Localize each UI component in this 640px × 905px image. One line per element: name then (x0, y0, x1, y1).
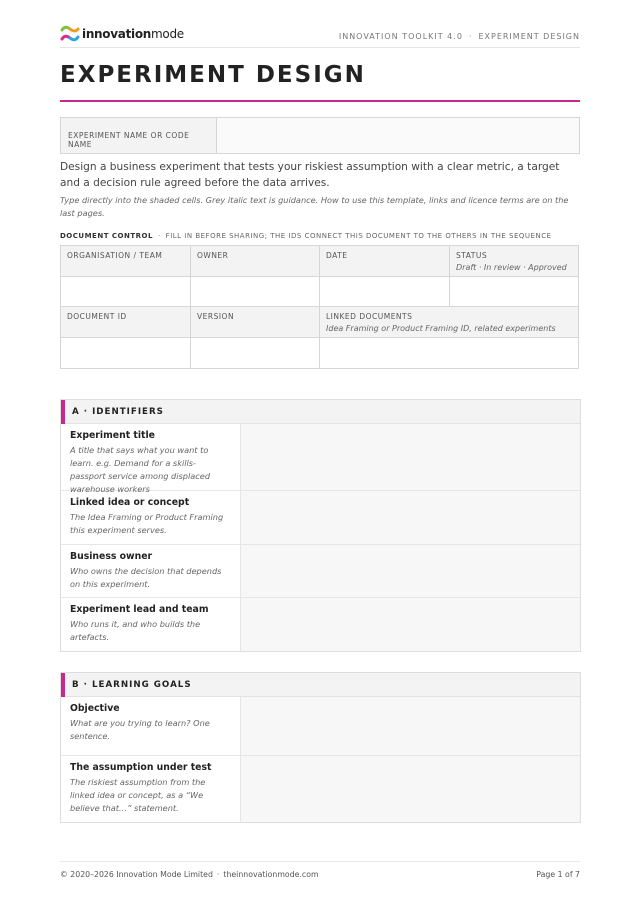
form-row (61, 756, 580, 822)
logo-icon (60, 24, 80, 44)
footer-separator: · (216, 870, 220, 879)
header-breadcrumb (339, 32, 580, 41)
logo-bold: innovation (82, 27, 152, 41)
dc-status-field[interactable] (450, 277, 578, 307)
section-learning-goals (60, 672, 581, 823)
form-row (61, 424, 580, 494)
form-row (61, 491, 580, 545)
section-header (61, 673, 580, 697)
footer-site[interactable]: theinnovationmode.com (223, 870, 319, 879)
dc-header-row-1 (61, 246, 578, 277)
guidance-text: Type directly into the shaded cells. Grey italic text is guidance. How to use this template, links and licence terms are on the last pages. (60, 195, 569, 218)
document-control-label (60, 232, 552, 240)
form-row (61, 598, 580, 651)
dc-owner-label: OWNER (197, 251, 229, 260)
experiment-lead-field[interactable] (241, 598, 580, 651)
dc-status-label: STATUS (456, 251, 488, 260)
dc-version-field[interactable] (191, 338, 320, 368)
dc-status-hint: Draft · In review · Approved (456, 263, 567, 272)
row-hint: What are you trying to learn? One sentence. (70, 718, 210, 741)
row-hint: The Idea Framing or Product Framing this experiment serves. (70, 512, 224, 535)
brand-logo (60, 24, 184, 44)
form-row (61, 545, 580, 598)
dc-org-header (61, 246, 191, 277)
page-footer (60, 861, 580, 885)
row-label (61, 424, 241, 494)
dc-date-header (320, 246, 450, 277)
dc-org-label: ORGANISATION / TEAM (67, 251, 163, 260)
row-label (61, 756, 241, 822)
logo-wordmark (82, 27, 184, 41)
document-control-separator: · (157, 232, 161, 240)
dc-linked-field[interactable] (320, 338, 578, 368)
row-hint: Who runs it, and who builds the artefacts. (70, 619, 201, 642)
dc-date-label: DATE (326, 251, 348, 260)
dc-status-header (450, 246, 578, 277)
row-title: Experiment title (70, 430, 155, 441)
page-header (60, 20, 580, 48)
copyright-text: © 2020–2026 Innovation Mode Limited (60, 870, 213, 879)
module-name: EXPERIMENT DESIGN (478, 32, 580, 41)
dc-org-field[interactable] (61, 277, 191, 307)
dc-linked-hint: Idea Framing or Product Framing ID, related experiments (326, 324, 556, 333)
dc-docid-label: DOCUMENT ID (67, 312, 127, 321)
dc-header-row-2 (61, 307, 578, 338)
dc-date-field[interactable] (320, 277, 450, 307)
row-hint: The riskiest assumption from the linked idea or concept, as a “We believe that…” statement. (70, 777, 206, 813)
document-control-title: DOCUMENT CONTROL (60, 232, 153, 240)
dc-version-label: VERSION (197, 312, 235, 321)
row-label (61, 545, 241, 597)
dc-input-row-1 (61, 277, 578, 307)
page-title: EXPERIMENT DESIGN (60, 62, 366, 88)
business-owner-field[interactable] (241, 545, 580, 597)
document-control-note: FILL IN BEFORE SHARING; THE IDS CONNECT THIS DOCUMENT TO THE OTHERS IN THE SEQUENCE (165, 232, 552, 240)
experiment-name-label: EXPERIMENT NAME OR CODE NAME (61, 118, 217, 153)
page-number: Page 1 of 7 (536, 870, 580, 879)
footer-copyright (60, 870, 319, 879)
intro-text: Design a business experiment that tests your riskiest assumption with a clear metric, a target and a decision rule agreed before the data arrives. (60, 161, 560, 189)
row-label (61, 697, 241, 755)
experiment-name-field[interactable] (217, 118, 579, 153)
experiment-name-box (60, 117, 580, 154)
dc-owner-header (191, 246, 320, 277)
section-identifiers (60, 399, 581, 652)
dc-docid-field[interactable] (61, 338, 191, 368)
row-title: The assumption under test (70, 762, 212, 773)
linked-idea-field[interactable] (241, 491, 580, 544)
row-title: Linked idea or concept (70, 497, 190, 508)
dc-owner-field[interactable] (191, 277, 320, 307)
assumption-field[interactable] (241, 756, 580, 822)
section-header (61, 400, 580, 424)
objective-field[interactable] (241, 697, 580, 755)
experiment-title-field[interactable] (241, 424, 580, 490)
title-rule (60, 100, 580, 102)
dc-version-header (191, 307, 320, 338)
row-label (61, 491, 241, 544)
row-label (61, 598, 241, 651)
header-separator: · (468, 32, 473, 41)
toolkit-name: INNOVATION TOOLKIT 4.0 (338, 32, 463, 41)
document-control-table (60, 245, 579, 369)
row-hint: Who owns the decision that depends on this experiment. (70, 566, 222, 589)
row-title: Business owner (70, 551, 153, 562)
form-row (61, 697, 580, 756)
row-title: Experiment lead and team (70, 604, 209, 615)
logo-light: mode (151, 27, 184, 41)
dc-linked-header (320, 307, 578, 338)
section-accent-bar (61, 673, 65, 697)
dc-linked-label: LINKED DOCUMENTS (326, 312, 413, 321)
row-title: Objective (70, 703, 120, 714)
dc-docid-header (61, 307, 191, 338)
dc-input-row-2 (61, 338, 578, 368)
section-accent-bar (61, 400, 65, 424)
section-title: A · IDENTIFIERS (72, 407, 164, 417)
row-hint: A title that says what you want to learn. e.g. Demand for a skills-passport service among displaced warehouse workers (70, 445, 211, 494)
section-title: B · LEARNING GOALS (72, 680, 192, 690)
